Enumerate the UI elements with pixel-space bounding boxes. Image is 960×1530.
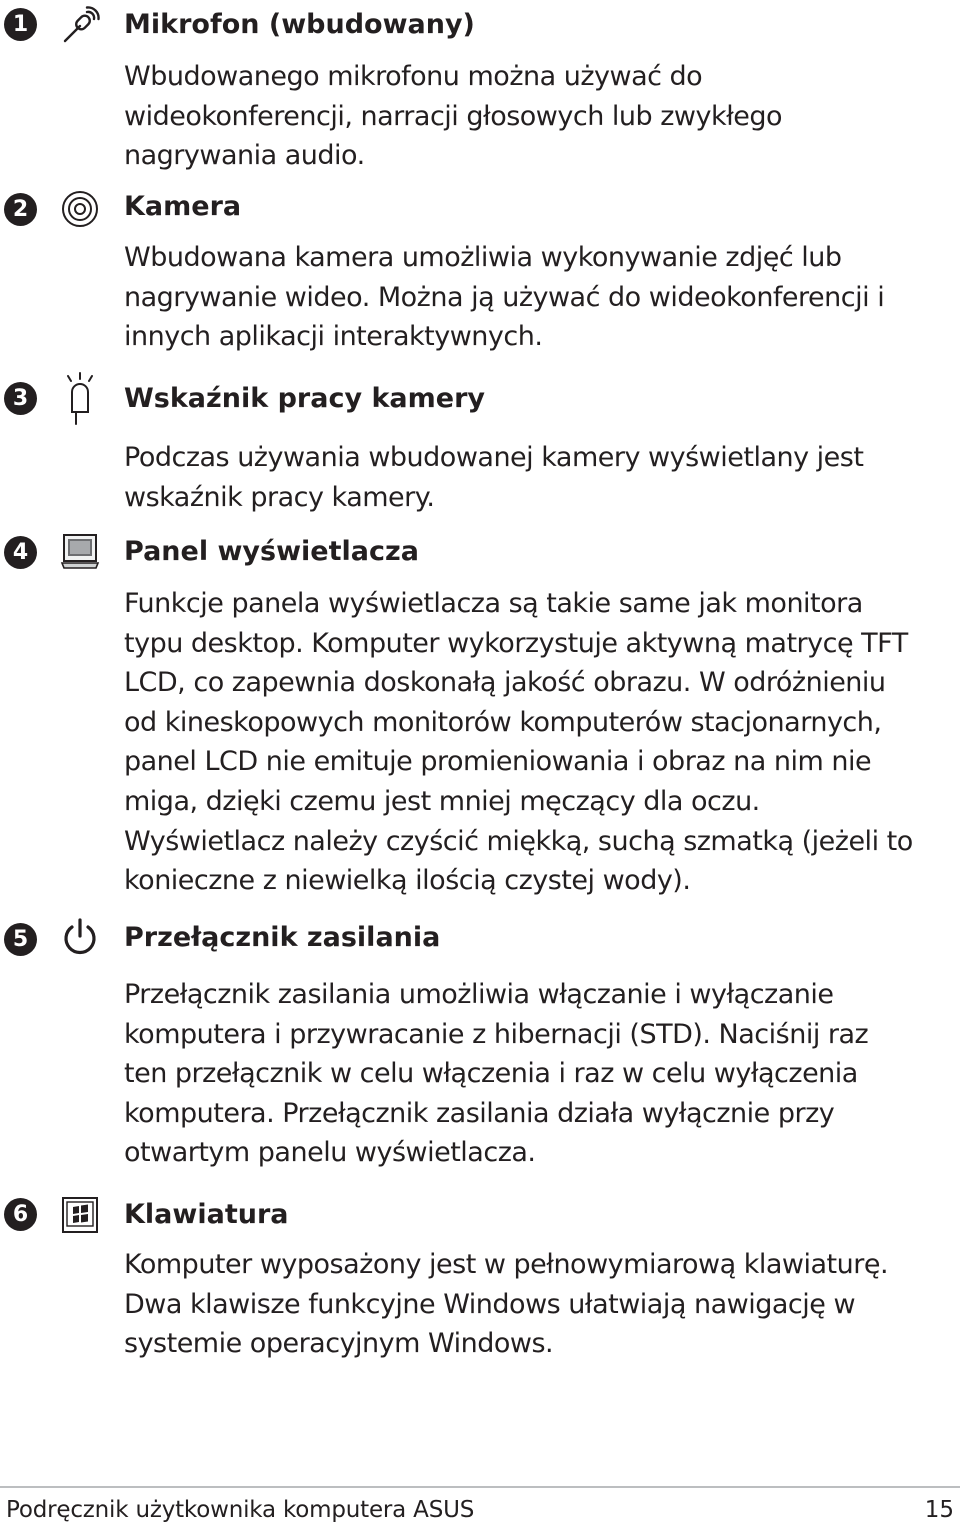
section-title: Kamera bbox=[124, 191, 242, 222]
section-description: Wbudowanego mikrofonu można używać do wideokonferencji, narracji głosowych lub zwykłego nagrywania audio. bbox=[124, 61, 783, 172]
section-number-badge: 4 bbox=[4, 536, 37, 569]
footer-manual-title: Podręcznik użytkownika komputera ASUS bbox=[6, 1497, 475, 1523]
indicator-light-icon bbox=[60, 372, 100, 428]
camera-icon bbox=[60, 189, 100, 229]
page-number: 15 bbox=[924, 1497, 954, 1523]
section-description: Przełącznik zasilania umożliwia włączanie i wyłączanie komputera i przywracanie z hibernacji (STD). Naciśnij raz ten przełącznik w celu włączenia i raz w celu wyłączenia komputera. Przełącznik zasilania działa wyłącznie przy otwartym panelu wyświetlacza. bbox=[124, 979, 869, 1169]
power-icon bbox=[60, 918, 100, 958]
section-description: Podczas używania wbudowanej kamery wyświetlany jest wskaźnik pracy kamery. bbox=[124, 442, 864, 513]
keyboard-icon bbox=[60, 1195, 100, 1235]
footer-divider bbox=[0, 1486, 960, 1488]
section-number-badge: 6 bbox=[4, 1198, 37, 1231]
microphone-icon bbox=[60, 6, 100, 46]
section-description: Wbudowana kamera umożliwia wykonywanie zdjęć lub nagrywanie wideo. Można ją używać do wideokonferencji i innych aplikacji interaktywnych. bbox=[124, 242, 885, 353]
section-description: Funkcje panela wyświetlacza są takie same jak monitora typu desktop. Komputer wykorzystuje aktywną matrycę TFT LCD, co zapewnia doskonałą jakość obrazu. W odróżnieniu od kineskopowych monitorów komputerów stacjonarnych, panel LCD nie emituje promieniowania i obraz na nim nie miga, dzięki czemu jest mniej męczący dla oczu. Wyświetlacz należy czyścić miękką, suchą szmatką (jeżeli to konieczne z niewielką ilością czystej wody). bbox=[124, 588, 913, 897]
section-title: Klawiatura bbox=[124, 1199, 289, 1230]
section-number-badge: 5 bbox=[4, 923, 37, 956]
section-title: Mikrofon (wbudowany) bbox=[124, 9, 475, 40]
section-number-badge: 2 bbox=[4, 193, 37, 226]
section-description: Komputer wyposażony jest w pełnowymiarową klawiaturę. Dwa klawisze funkcyjne Windows ułatwiają nawigację w systemie operacyjnym Windows. bbox=[124, 1249, 889, 1360]
display-panel-icon bbox=[60, 532, 100, 572]
section-number-badge: 1 bbox=[4, 8, 37, 41]
section-number-badge: 3 bbox=[4, 382, 37, 415]
section-title: Przełącznik zasilania bbox=[124, 922, 441, 953]
section-title: Panel wyświetlacza bbox=[124, 536, 419, 567]
section-title: Wskaźnik pracy kamery bbox=[124, 383, 485, 414]
